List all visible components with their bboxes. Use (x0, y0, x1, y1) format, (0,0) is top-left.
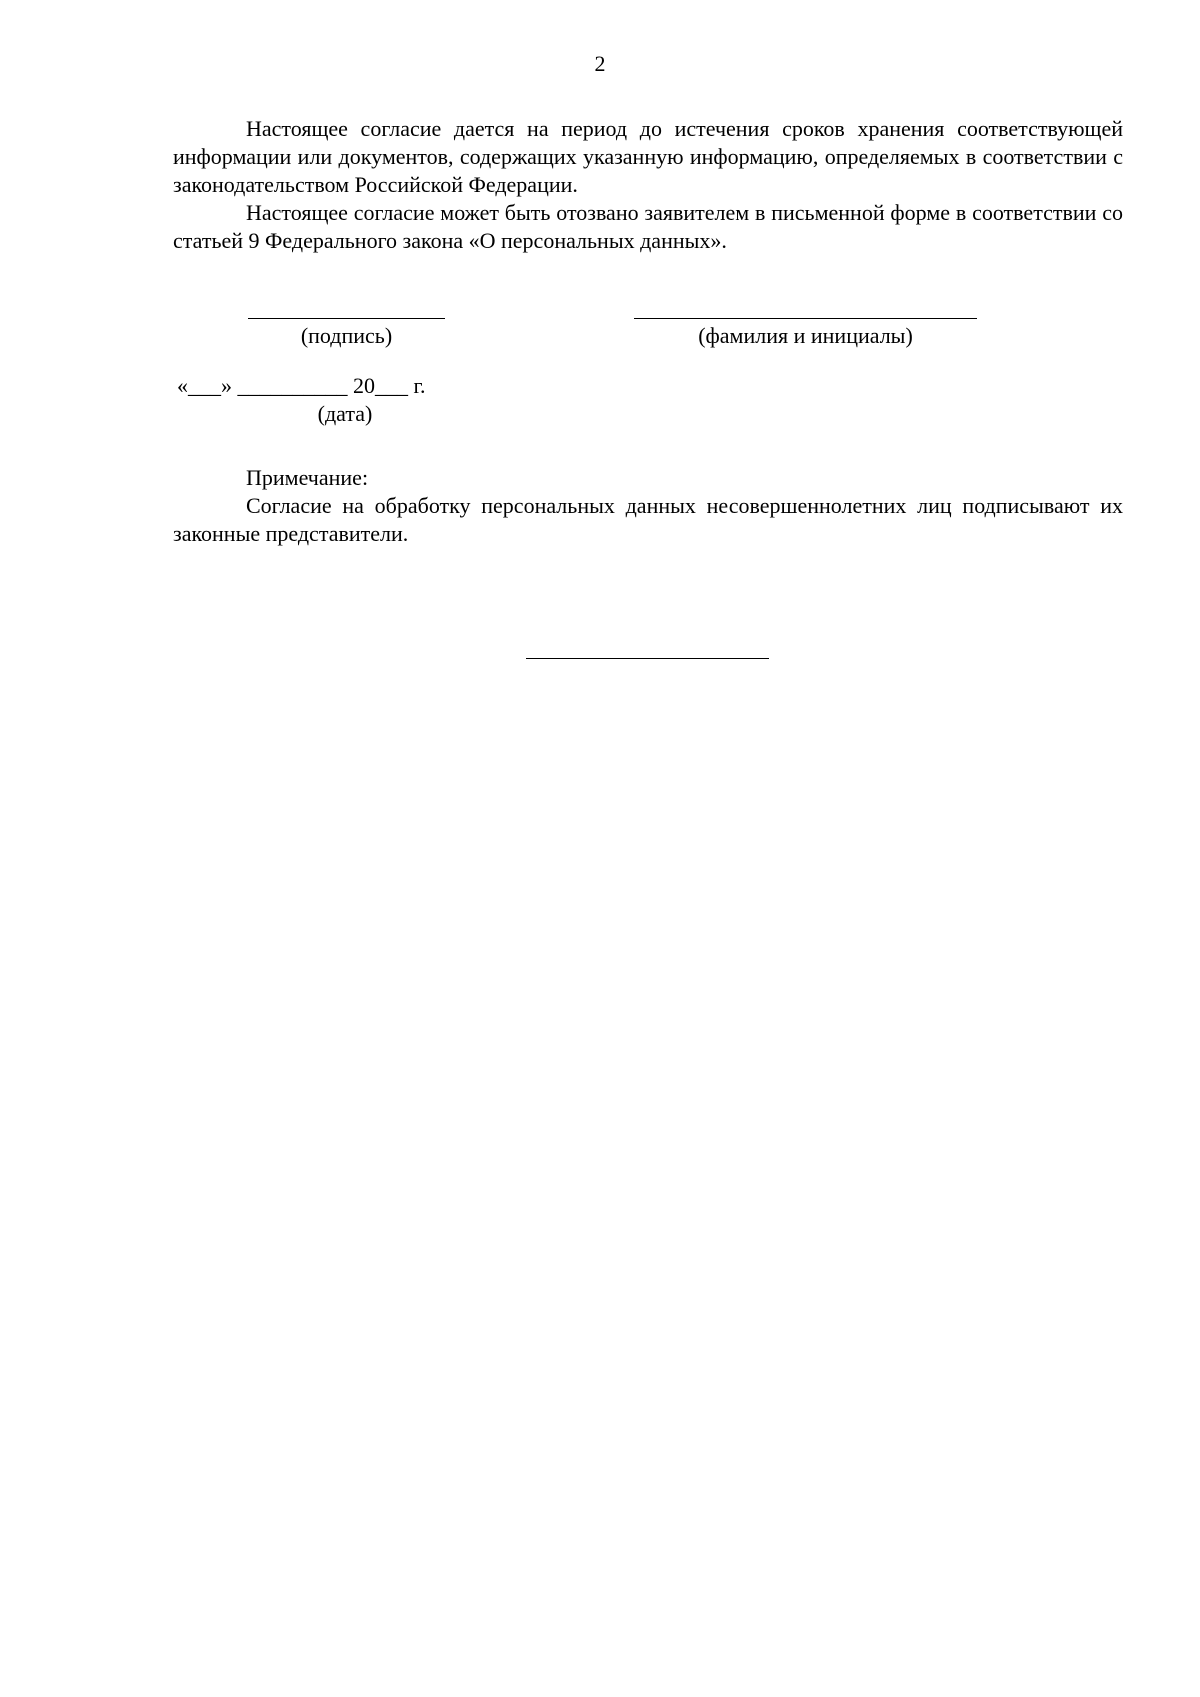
page-number: 2 (594, 51, 606, 76)
name-line (634, 318, 977, 319)
end-divider (526, 658, 769, 659)
paragraph-consent-period: Настоящее согласие дается на период до истечения сроков хранения соответствующей информации или документов, содержащих указанную информацию, определяемых в соответствии с законодательством Российской Федерации. (173, 116, 1123, 197)
date-caption: (дата) (317, 401, 373, 426)
signature-line (248, 318, 445, 319)
paragraph-withdrawal: Настоящее согласие может быть отозвано заявителем в письменной форме в соответствии со статьей 9 Федерального закона «О персональных данных». (173, 200, 1123, 253)
date-line: «___» __________ 20___ г. (177, 373, 426, 398)
note-title: Примечание: (246, 465, 369, 490)
name-caption: (фамилия и инициалы) (698, 323, 913, 348)
note-text: Согласие на обработку персональных данных несовершеннолетних лиц подписывают их законные представители. (173, 493, 1123, 546)
signature-caption: (подпись) (300, 323, 393, 348)
